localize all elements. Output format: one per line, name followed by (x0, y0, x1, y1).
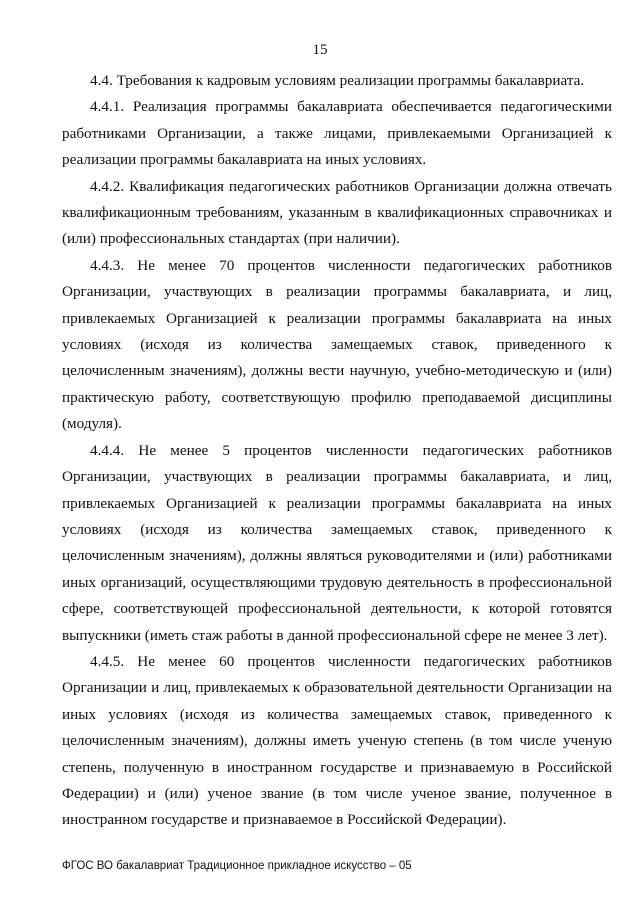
paragraph-4-4-5: 4.4.5. Не менее 60 процентов численности педагогических работников Организации и лиц, привлекаемых к образовательной деятельности Организации на иных условиях (исходя из количества замещаемых ставок, приведенного к целочисленным значениям), должны иметь ученую степень (в том числе ученую степень, полученную в иностранном государстве и признаваемую в Российской Федерации) и (или) ученое звание (в том числе ученое звание, полученное в иностранном государстве и признаваемое в Российской Федерации). (62, 652, 612, 829)
paragraph-4-4-2: 4.4.2. Квалификация педагогических работников Организации должна отвечать квалификационным требованиям, указанным в квалификационных справочниках и (или) профессиональных стандартах (при наличии). (62, 177, 612, 248)
paragraph-4-4-3: 4.4.3. Не менее 70 процентов численности педагогических работников Организации, участвующих в реализации программы бакалавриата, и лиц, привлекаемых Организацией к реализации программы бакалавриата на иных условиях (исходя из количества замещаемых ставок, приведенного к целочисленным значениям), должны вести научную, учебно-методическую и (или) практическую работу, соответствующую профилю преподаваемой дисциплины (модуля). (62, 256, 612, 433)
page-number: 15 (312, 42, 328, 58)
document-body (62, 68, 612, 834)
paragraph-4-4-1: 4.4.1. Реализация программы бакалавриата обеспечивается педагогическими работниками Организации, а также лицами, привлекаемыми Организацией к реализации программы бакалавриата на иных условиях. (62, 98, 612, 169)
page-footer: ФГОС ВО бакалавриат Традиционное прикладное искусство – 05 (62, 860, 412, 872)
section-heading: 4.4. Требования к кадровым условиям реализации программы бакалавриата. (90, 72, 585, 89)
paragraph-4-4-4: 4.4.4. Не менее 5 процентов численности педагогических работников Организации, участвующих в реализации программы бакалавриата, и лиц, привлекаемых Организацией к реализации программы бакалавриата на иных условиях (исходя из количества замещаемых ставок, приведенного к целочисленным значениям), должны являться руководителями и (или) работниками иных организаций, осуществляющими трудовую деятельность в профессиональной сфере, соответствующей профессиональной деятельности, к которой готовятся выпускники (иметь стаж работы в данной профессиональной сфере не менее 3 лет). (62, 441, 612, 644)
